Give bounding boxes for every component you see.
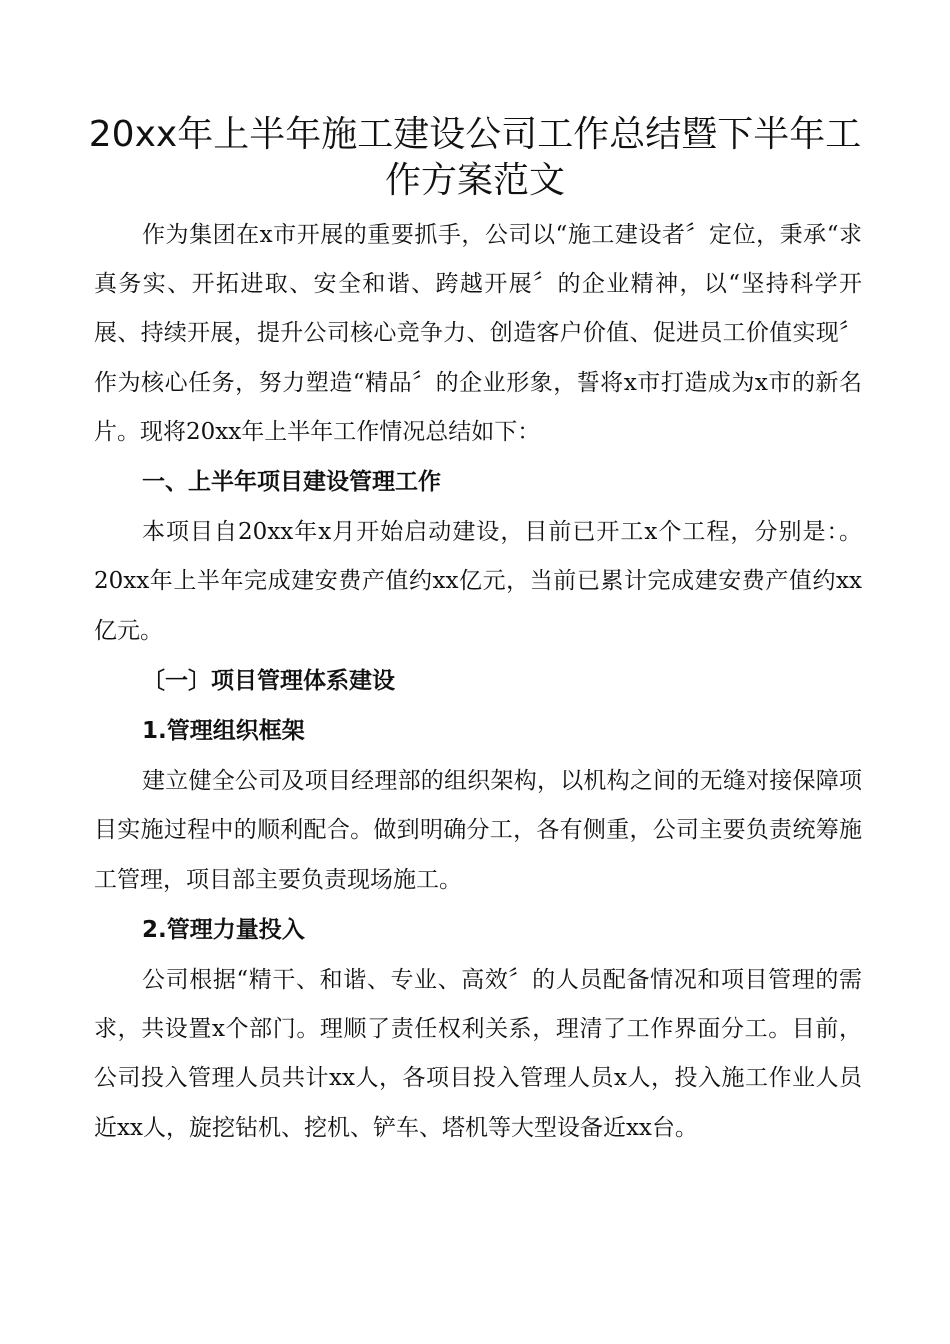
- document-body: [94, 211, 862, 1153]
- document-title: [60, 112, 890, 204]
- intro-paragraph: 作为集团在x市开展的重要抓手，公司以“施工建设者〞定位，秉承“求真务实、开拓进取、安全和谐、跨越开展〞的企业精神，以“坚持科学开展、持续开展，提升公司核心竞争力、创造客户价值、促进员工价值实现〞作为核心任务，努力塑造“精品〞的企业形象，誓将x市打造成为x市的新名片。现将20xx年上半年工作情况总结如下：: [94, 222, 862, 445]
- section-1-heading: 一、上半年项目建设管理工作: [142, 469, 441, 496]
- item-2-heading: 2.管理力量投入: [142, 916, 305, 943]
- item-1-heading: 1.管理组织框架: [142, 718, 305, 745]
- title-line-2: 作方案范文: [384, 160, 565, 201]
- item-2-paragraph: 公司根据“精干、和谐、专业、高效〞的人员配备情况和项目管理的需求，共设置x个部门。理顺了责任权利关系，理清了工作界面分工。目前，公司投入管理人员共计xx人，各项目投入管理人员x人，投入施工作业人员近xx人，旋挖钻机、挖机、铲车、塔机等大型设备近xx台。: [94, 967, 862, 1141]
- title-line-1: 20xx年上半年施工建设公司工作总结暨下半年工: [88, 114, 862, 155]
- item-1-paragraph: 建立健全公司及项目经理部的组织架构，以机构之间的无缝对接保障项目实施过程中的顺利配合。做到明确分工，各有侧重，公司主要负责统筹施工管理，项目部主要负责现场施工。: [94, 768, 862, 893]
- section-1-paragraph: 本项目自20xx年x月开始启动建设，目前已开工x个工程，分别是：。20xx年上半年完成建安费产值约xx亿元，当前已累计完成建安费产值约xx亿元。: [94, 519, 862, 644]
- subsection-1-heading: 〔一〕项目管理体系建设: [142, 667, 395, 694]
